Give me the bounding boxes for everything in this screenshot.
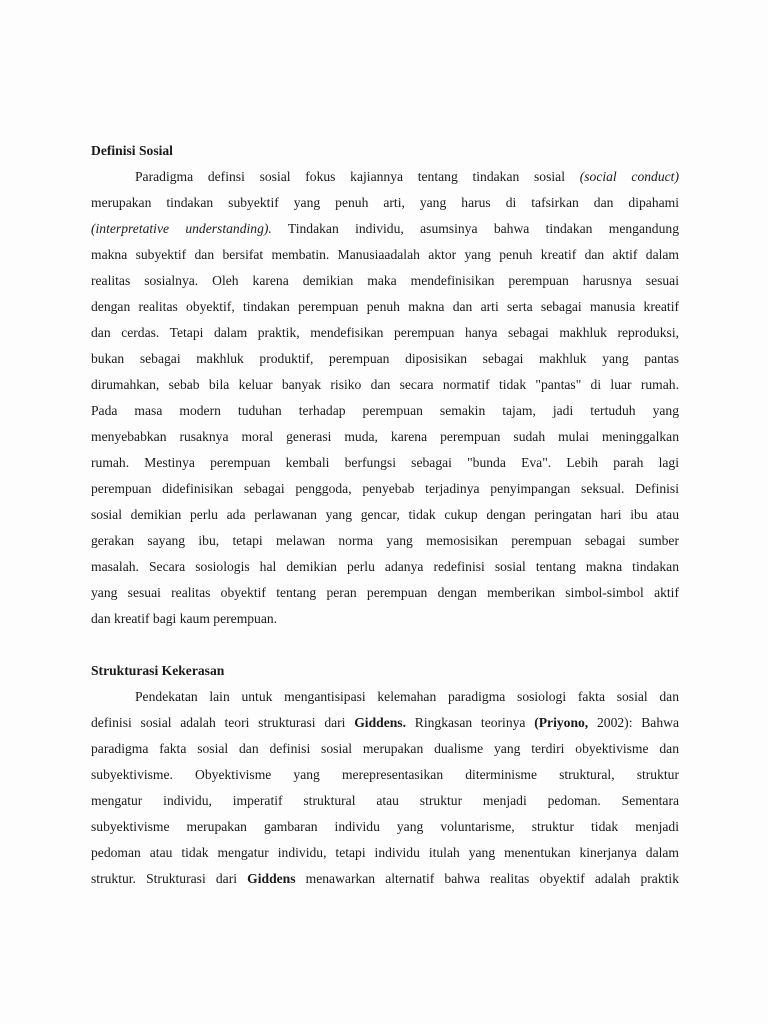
document-body	[91, 138, 679, 892]
paragraph-line: mengatur individu, imperatif struktural atau struktur menjadi pedoman. Sementara	[91, 793, 679, 808]
section-spacer	[91, 632, 679, 658]
text-run: menawarkan alternatif bahwa realitas obyektif adalah praktik	[295, 871, 679, 886]
paragraph-line: dan cerdas. Tetapi dalam praktik, mendefisikan perempuan hanya sebagai makhluk reproduksi,	[91, 325, 679, 340]
paragraph-line: gerakan sayang ibu, tetapi melawan norma yang memosisikan perempuan sebagai sumber	[91, 533, 679, 548]
paragraph-line	[91, 710, 679, 736]
text-run: Tindakan individu, asumsinya bahwa tindakan mengandung	[271, 221, 679, 236]
paragraph-line: dan kreatif bagi kaum perempuan.	[91, 611, 278, 626]
paragraph-line: dirumahkan, sebab bila keluar banyak risiko dan secara normatif tidak "pantas" di luar rumah.	[91, 377, 679, 392]
paragraph-line	[91, 866, 679, 892]
text-run: Ringkasan teorinya	[406, 715, 535, 730]
text-run: Paradigma definsi sosial fokus kajiannya tentang tindakan sosial	[135, 169, 580, 184]
heading-definisi-sosial: Definisi Sosial	[91, 143, 173, 158]
bold-term: Giddens.	[354, 715, 406, 730]
paragraph-line	[91, 164, 679, 190]
heading-strukturasi-kekerasan: Strukturasi Kekerasan	[91, 663, 225, 678]
paragraph-line: paradigma fakta sosial dan definisi sosial merupakan dualisme yang terdiri obyektivisme dan	[91, 741, 679, 756]
paragraph-line: subyektivisme. Obyektivisme yang merepresentasikan diterminisme struktural, struktur	[91, 767, 679, 782]
paragraph-line: pedoman atau tidak mengatur individu, tetapi individu itulah yang menentukan kinerjanya dalam	[91, 845, 679, 860]
paragraph-line: rumah. Mestinya perempuan kembali berfungsi sebagai "bunda Eva". Lebih parah lagi	[91, 455, 679, 470]
italic-term: (social conduct)	[579, 169, 679, 184]
paragraph-line: perempuan didefinisikan sebagai penggoda, penyebab terjadinya penyimpangan seksual. Definisi	[91, 481, 679, 496]
paragraph-line: Pada masa modern tuduhan terhadap perempuan semakin tajam, jadi tertuduh yang	[91, 403, 679, 418]
paragraph-line	[91, 216, 679, 242]
bold-term: Giddens	[247, 871, 296, 886]
bold-term: (Priyono,	[534, 715, 589, 730]
paragraph-line: merupakan tindakan subyektif yang penuh arti, yang harus di tafsirkan dan dipahami	[91, 195, 679, 210]
paragraph-line: makna subyektif dan bersifat membatin. Manusiaadalah aktor yang penuh kreatif dan aktif dalam	[91, 247, 679, 262]
paragraph-line: masalah. Secara sosiologis hal demikian perlu adanya redefinisi sosial tentang makna tindakan	[91, 559, 679, 574]
paragraph-line: sosial demikian perlu ada perlawanan yang gencar, tidak cukup dengan peringatan hari ibu atau	[91, 507, 679, 522]
paragraph-line: dengan realitas obyektif, tindakan perempuan penuh makna dan arti serta sebagai manusia kreatif	[91, 299, 679, 314]
paragraph-line: realitas sosialnya. Oleh karena demikian maka mendefinisikan perempuan harusnya sesuai	[91, 273, 679, 288]
paragraph-line: bukan sebagai makhluk produktif, perempuan diposisikan sebagai makhluk yang pantas	[91, 351, 679, 366]
paragraph-line: Pendekatan lain untuk mengantisipasi kelemahan paradigma sosiologi fakta sosial dan	[135, 689, 679, 704]
text-run: definisi sosial adalah teori strukturasi dari	[91, 715, 355, 730]
italic-term: (interpretative understanding).	[91, 221, 272, 236]
text-run: struktur. Strukturasi dari	[91, 871, 248, 886]
paragraph-line: menyebabkan rusaknya moral generasi muda, karena perempuan sudah mulai meninggalkan	[91, 429, 679, 444]
text-run: 2002): Bahwa	[588, 715, 679, 730]
paragraph-line: yang sesuai realitas obyektif tentang peran perempuan dengan memberikan simbol-simbol aktif	[91, 585, 679, 600]
paragraph-line: subyektivisme merupakan gambaran individu yang voluntarisme, struktur tidak menjadi	[91, 819, 679, 834]
